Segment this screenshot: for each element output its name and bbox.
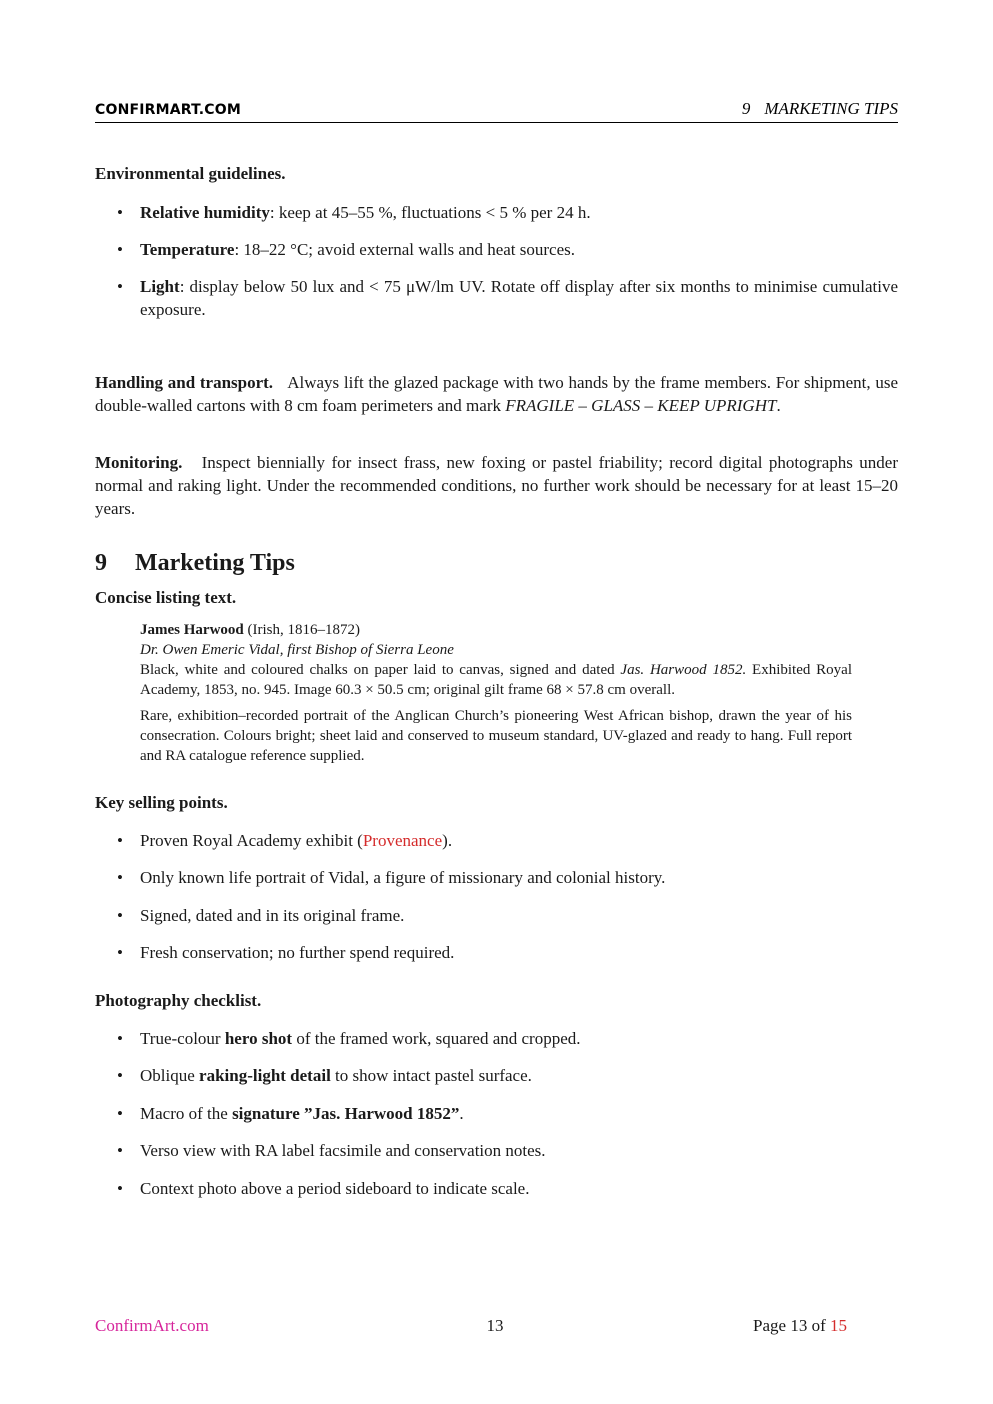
item-text: Verso view with RA label facsimile and conservation notes.: [140, 1141, 546, 1160]
listing-title: Concise listing text.: [95, 588, 237, 607]
artist-info: (Irish, 1816–1872): [247, 622, 360, 638]
running-header: [95, 98, 898, 123]
item-bold: hero shot: [224, 1029, 293, 1048]
list-item: [95, 1064, 898, 1087]
section-heading-number: 9: [95, 550, 107, 576]
handling-text: Always lift the glazed package with two hands by the frame members. For shipment, use double-walled cartons with 8 cm foam perimeters and mark: [95, 373, 899, 415]
monitoring-paragraph: [95, 451, 898, 520]
env-guidelines-list: [95, 201, 898, 321]
work-title: Dr. Owen Emeric Vidal, first Bishop of Sierra Leone: [140, 642, 454, 658]
item-text: : 18–22 °C; avoid external walls and heat sources.: [234, 240, 576, 259]
listing-description: [140, 660, 852, 700]
footer-site-link[interactable]: ConfirmArt.com: [95, 1316, 209, 1335]
item-text: of the framed work, squared and cropped.: [292, 1029, 581, 1048]
item-bold: raking-light detail: [199, 1066, 331, 1085]
list-item: • Fresh conservation; no further spend required.: [95, 941, 898, 964]
item-text: : keep at 45–55 %, fluctuations < 5 % per 24 h.: [269, 203, 591, 222]
item-text: to show intact pastel surface.: [330, 1066, 532, 1085]
section-number: 9: [741, 99, 751, 118]
page-of-text: Page 13 of: [753, 1316, 830, 1335]
list-item: • Only known life portrait of Vidal, a figure of missionary and colonial history.: [95, 866, 898, 889]
signed-text: Jas. Harwood 1852.: [620, 662, 747, 678]
list-item: [95, 238, 898, 261]
item-bold: signature ”Jas. Harwood 1852”: [232, 1104, 460, 1123]
item-label: Relative humidity: [140, 203, 270, 222]
listing-text: [140, 620, 852, 766]
listing-blurb: Rare, exhibition–recorded portrait of the Anglican Church’s pioneering West African bishop, drawn the year of his consecration. Colours bright; sheet laid and conserved to museum standard, UV-glazed and ready to hang. Full report and RA catalogue reference supplied.: [140, 708, 852, 764]
selling-title: Key selling points.: [95, 793, 228, 812]
handling-end: .: [776, 396, 781, 415]
item-text: : display below 50 lux and < 75 μW/lm UV. Rotate off display after six months to minimise cumulative exposure.: [140, 277, 898, 319]
item-text: .: [459, 1104, 464, 1123]
photo-list: [95, 1027, 898, 1200]
desc-a: Black, white and coloured chalks on paper laid to canvas, signed and dated: [140, 662, 615, 678]
handling-mark: FRAGILE – GLASS – KEEP UPRIGHT: [505, 396, 777, 415]
monitoring-text: Inspect biennially for insect frass, new foxing or pastel friability; record digital photographs under normal and raking light. Under the recommended conditions, no further work should be necessary for at least 15–20 years.: [95, 453, 898, 518]
total-pages-link[interactable]: 15: [830, 1316, 847, 1335]
artist-name: James Harwood: [140, 622, 244, 638]
main-content: [95, 162, 898, 1200]
item-text: True-colour: [140, 1029, 225, 1048]
running-title: [742, 99, 898, 119]
listing-artist-line: [140, 620, 852, 640]
section-title: MARKETING TIPS: [764, 99, 898, 118]
item-text: Oblique: [140, 1066, 200, 1085]
section-heading-title: Marketing Tips: [135, 550, 295, 576]
list-item: [95, 829, 898, 852]
env-guidelines-title: Environmental guidelines.: [95, 164, 286, 183]
footer-page-of: [753, 1316, 847, 1336]
item-label: Light: [140, 277, 180, 296]
list-item: [95, 1177, 898, 1200]
list-item: [95, 1027, 898, 1050]
section-heading: [95, 548, 898, 578]
item-label: Temperature: [140, 240, 235, 259]
provenance-link[interactable]: Provenance: [362, 831, 443, 850]
handling-paragraph: [95, 371, 898, 417]
item-text: ).: [442, 831, 453, 850]
list-item: [95, 1102, 898, 1125]
item-text: Proven Royal Academy exhibit (: [140, 831, 363, 850]
site-logo: CONFIRMART.COM: [95, 102, 242, 118]
item-text: Macro of the: [140, 1104, 233, 1123]
desc-b: Exhibited Royal Academy, 1853, no. 945. Image 60.3 × 50.5 cm; original gilt frame 68 × 57.8 cm overall.: [140, 662, 852, 698]
listing-work-title: [140, 640, 852, 660]
monitoring-title: Monitoring.: [95, 453, 183, 472]
list-item: [95, 201, 898, 224]
list-item: [95, 275, 898, 321]
handling-title: Handling and transport.: [95, 373, 274, 392]
selling-list: [95, 829, 898, 964]
list-item: • Signed, dated and in its original frame.: [95, 904, 898, 927]
footer-page-number: 13: [486, 1316, 504, 1335]
item-text: Context photo above a period sideboard to indicate scale.: [140, 1179, 530, 1198]
photo-title: Photography checklist.: [95, 991, 262, 1010]
list-item: [95, 1139, 898, 1162]
